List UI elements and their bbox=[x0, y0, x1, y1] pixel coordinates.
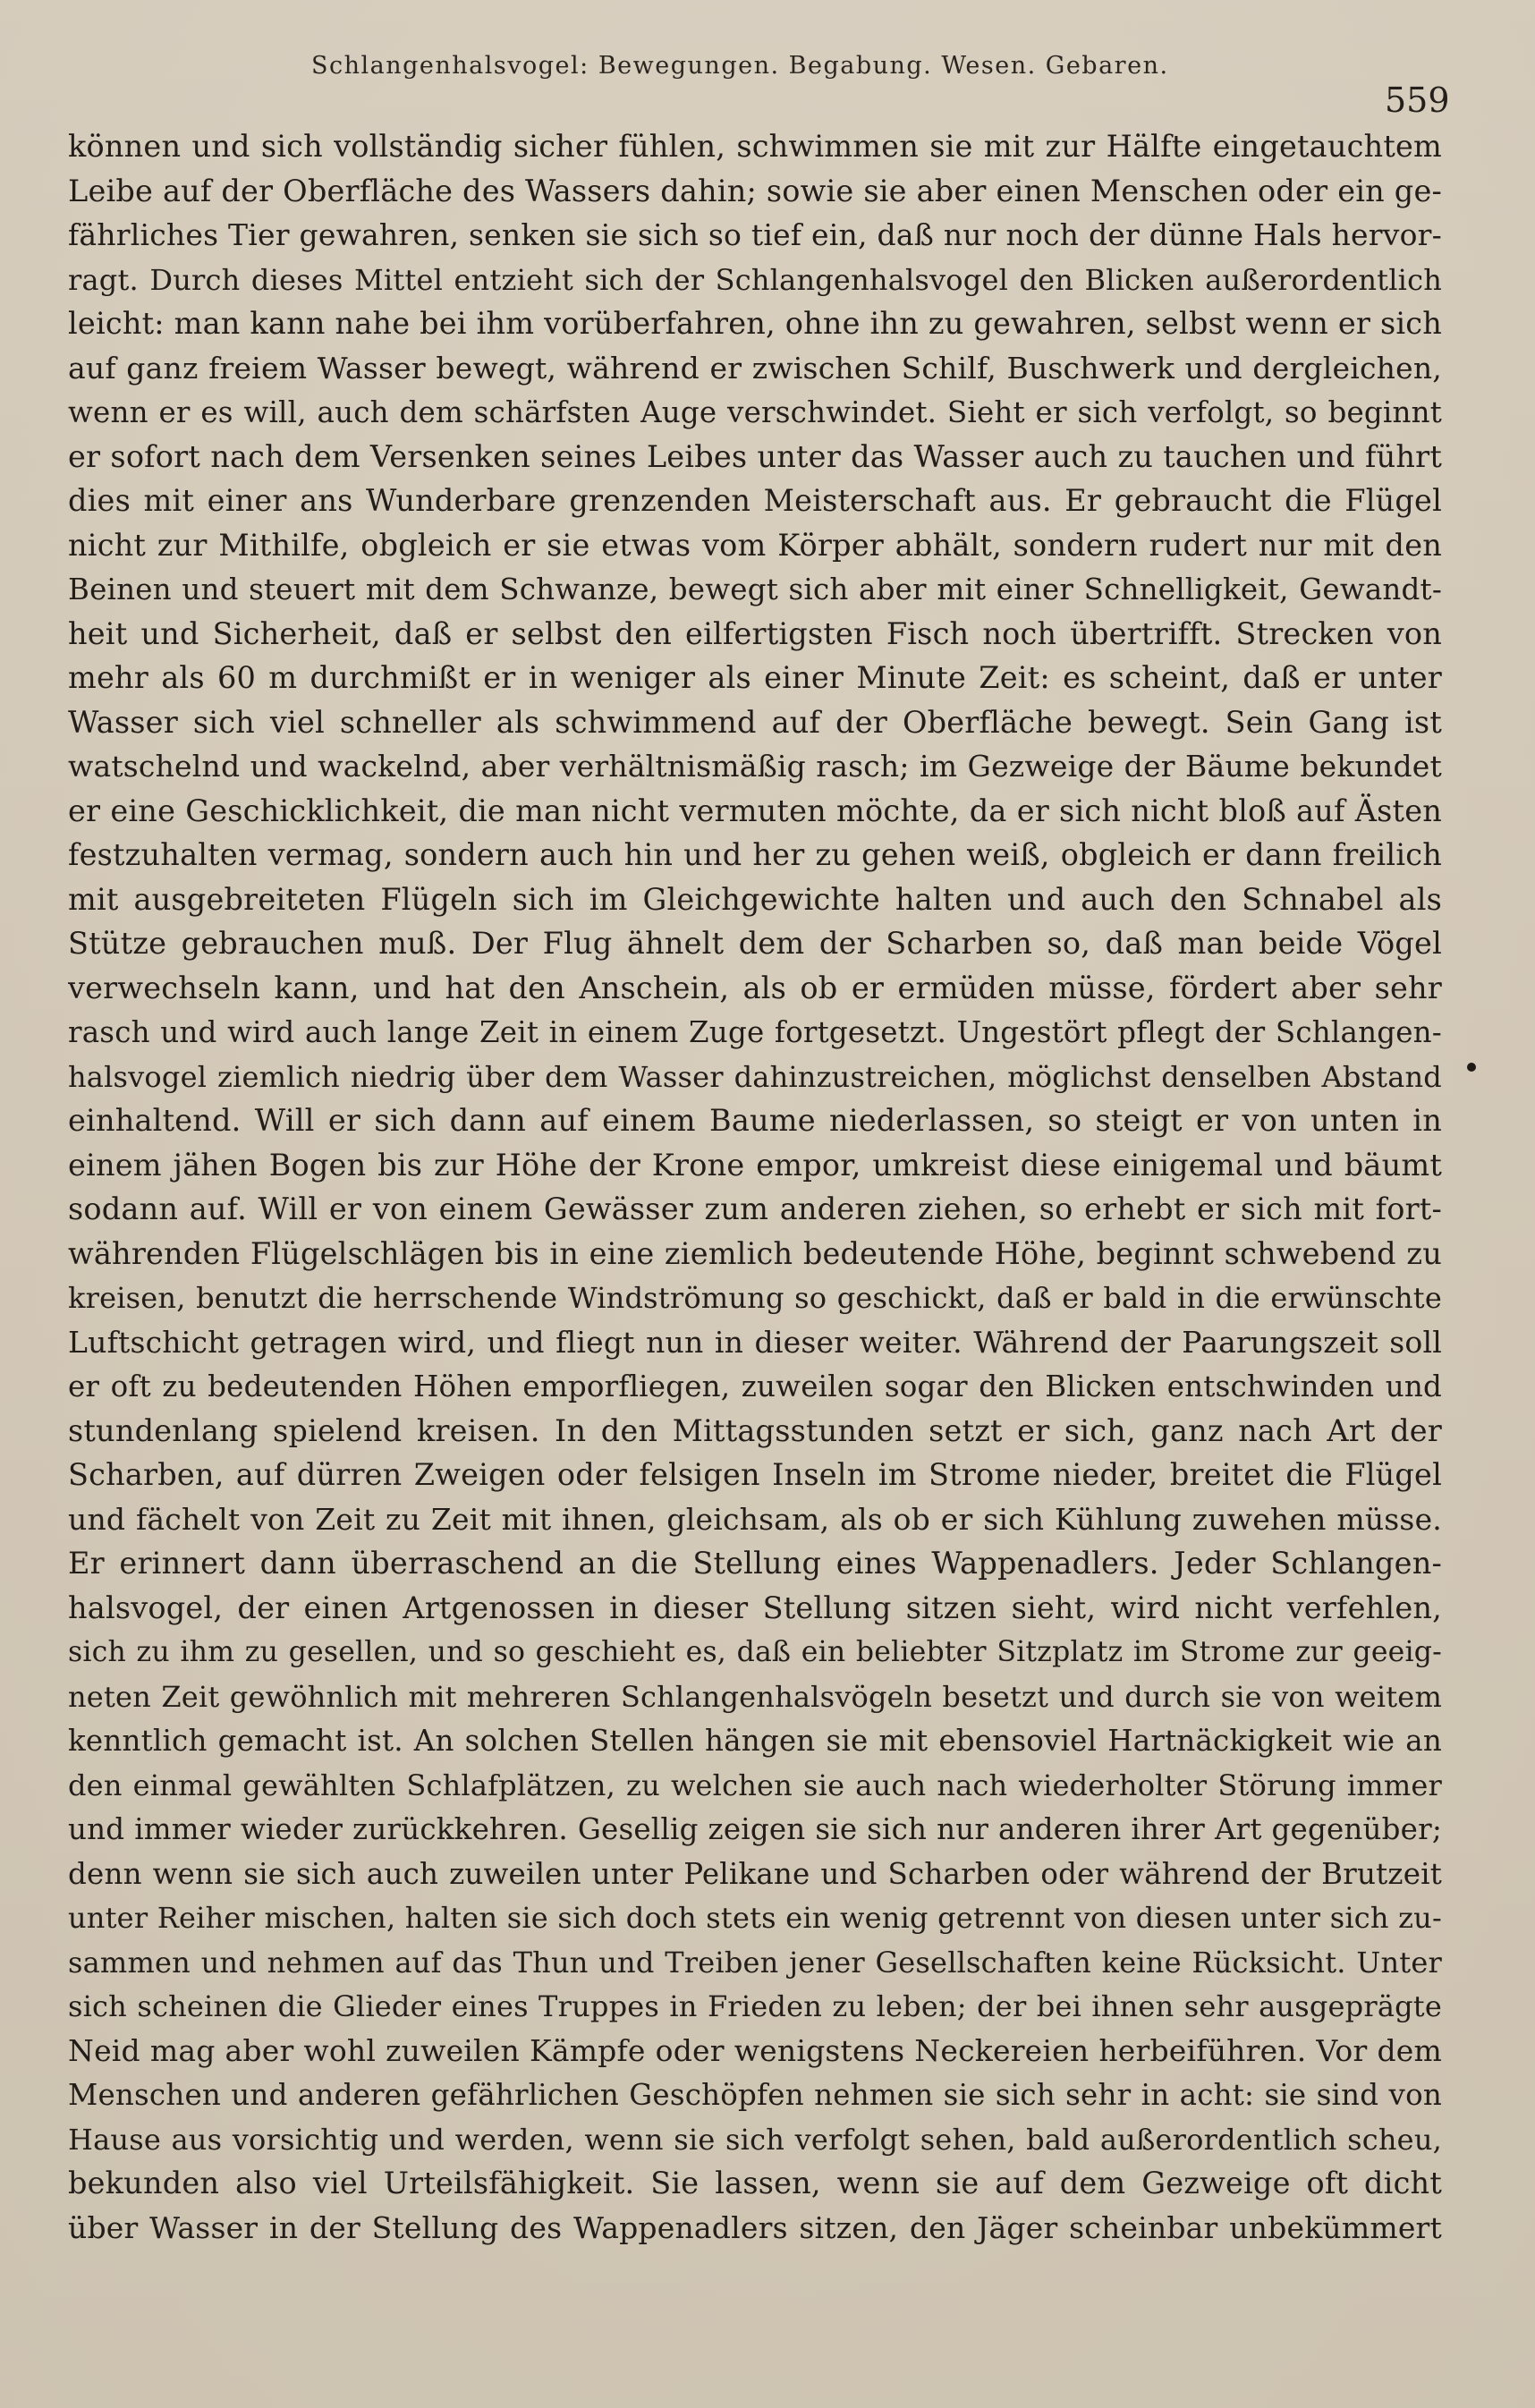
text-line: Stütze gebrauchen muß. Der Flug ähnelt dem der Scharben so, daß man beide Vögel bbox=[68, 926, 1442, 961]
margin-ink-dot bbox=[1467, 1063, 1476, 1072]
text-line: er sofort nach dem Versenken seines Leibes unter das Wasser auch zu tauchen und führt bbox=[68, 438, 1442, 474]
text-line: halsvogel, der einen Artgenossen in dieser Stellung sitzen sieht, wird nicht verfehlen, bbox=[68, 1590, 1442, 1625]
text-line: stundenlang spielend kreisen. In den Mittagsstunden setzt er sich, ganz nach Art der bbox=[68, 1412, 1442, 1448]
text-line: kreisen, benutzt die herrschende Windströmung so geschickt, daß er bald in die erwünschte bbox=[68, 1281, 1442, 1315]
text-line: er oft zu bedeutenden Höhen emporfliegen, zuweilen sogar den Blicken entschwinden und bbox=[68, 1369, 1442, 1403]
text-line: Leibe auf der Oberfläche des Wassers dahin; sowie sie aber einen Menschen oder ein ge- bbox=[68, 173, 1442, 208]
text-line: neten Zeit gewöhnlich mit mehreren Schlangenhalsvögeln besetzt und durch sie von weitem bbox=[68, 1679, 1442, 1714]
text-line: Er erinnert dann überraschend an die Stellung eines Wappenadlers. Jeder Schlangen- bbox=[68, 1546, 1442, 1581]
text-line: halsvogel ziemlich niedrig über dem Wasser dahinzustreichen, möglichst denselben Abstand bbox=[68, 1059, 1442, 1094]
text-line: mit ausgebreiteten Flügeln sich im Gleichgewichte halten und auch den Schnabel als bbox=[68, 881, 1442, 917]
text-line: verwechseln kann, und hat den Anschein, als ob er ermüden müsse, fördert aber sehr bbox=[68, 970, 1442, 1005]
text-line: watschelnd und wackelnd, aber verhältnismäßig rasch; im Gezweige der Bäume bekundet bbox=[68, 749, 1442, 784]
text-line: sodann auf. Will er von einem Gewässer zum anderen ziehen, so erhebt er sich mit fort- bbox=[68, 1191, 1442, 1226]
text-line: fährliches Tier gewahren, senken sie sich so tief ein, daß nur noch der dünne Hals hervor- bbox=[68, 217, 1442, 252]
text-line: und immer wieder zurückkehren. Gesellig zeigen sie sich nur anderen ihrer Art gegenüber; bbox=[68, 1812, 1442, 1846]
text-line: einhaltend. Will er sich dann auf einem Baume niederlassen, so steigt er von unten in bbox=[68, 1103, 1442, 1138]
text-line: und fächelt von Zeit zu Zeit mit ihnen, gleichsam, als ob er sich Kühlung zuwehen müsse. bbox=[68, 1501, 1442, 1537]
page-header bbox=[0, 0, 1535, 125]
text-line: leicht: man kann nahe bei ihm vorüberfahren, ohne ihn zu gewahren, selbst wenn er sich bbox=[68, 306, 1442, 341]
text-line: Wasser sich viel schneller als schwimmend auf der Oberfläche bewegt. Sein Gang ist bbox=[68, 704, 1442, 740]
text-line: können und sich vollständig sicher fühlen, schwimmen sie mit zur Hälfte eingetauchtem bbox=[68, 129, 1442, 164]
running-head: Schlangenhalsvogel: Bewegungen. Begabung. Wesen. Gebaren. bbox=[311, 52, 1169, 80]
text-line: sammen und nehmen auf das Thun und Treiben jener Gesellschaften keine Rücksicht. Unter bbox=[68, 1945, 1442, 1980]
text-line: festzuhalten vermag, sondern auch hin und her zu gehen weiß, obgleich er dann freilich bbox=[68, 837, 1442, 872]
text-line: mehr als 60 m durchmißt er in weniger als einer Minute Zeit: es scheint, daß er unter bbox=[68, 660, 1442, 695]
text-line: wenn er es will, auch dem schärfsten Auge verschwindet. Sieht er sich verfolgt, so beginnt bbox=[68, 395, 1442, 429]
text-line: den einmal gewählten Schlafplätzen, zu welchen sie auch nach wiederholter Störung immer bbox=[68, 1768, 1442, 1802]
text-line: Scharben, auf dürren Zweigen oder felsigen Inseln im Strome nieder, breitet die Flügel bbox=[68, 1457, 1442, 1492]
text-line: denn wenn sie sich auch zuweilen unter Pelikane und Scharben oder während der Brutzeit bbox=[68, 1856, 1442, 1891]
text-line: Hause aus vorsichtig und werden, wenn sie sich verfolgt sehen, bald außerordentlich scheu, bbox=[68, 2122, 1442, 2157]
page-number: 559 bbox=[1385, 81, 1450, 120]
text-line: unter Reiher mischen, halten sie sich doch stets ein wenig getrennt von diesen unter sich zu- bbox=[68, 1901, 1442, 1935]
text-line: sich scheinen die Glieder eines Truppes in Frieden zu leben; der bei ihnen sehr ausgeprägte bbox=[68, 1989, 1442, 2023]
text-line: Menschen und anderen gefährlichen Geschöpfen nehmen sie sich sehr in acht: sie sind von bbox=[68, 2078, 1442, 2112]
text-line: rasch und wird auch lange Zeit in einem Zuge fortgesetzt. Ungestört pflegt der Schlangen- bbox=[68, 1015, 1442, 1049]
text-line: kenntlich gemacht ist. An solchen Stellen hängen sie mit ebensoviel Hartnäckigkeit wie an bbox=[68, 1724, 1442, 1758]
text-line: dies mit einer ans Wunderbare grenzenden Meisterschaft aus. Er gebraucht die Flügel bbox=[68, 483, 1442, 518]
text-line: über Wasser in der Stellung des Wappenadlers sitzen, den Jäger scheinbar unbekümmert bbox=[68, 2209, 1442, 2245]
text-line: er eine Geschicklichkeit, die man nicht vermuten möchte, da er sich nicht bloß auf Ästen bbox=[68, 793, 1442, 828]
text-line: nicht zur Mithilfe, obgleich er sie etwas vom Körper abhält, sondern rudert nur mit den bbox=[68, 527, 1442, 563]
text-line: auf ganz freiem Wasser bewegt, während er zwischen Schilf, Buschwerk und dergleichen, bbox=[68, 350, 1442, 386]
text-line: sich zu ihm zu gesellen, und so geschieht es, daß ein beliebter Sitzplatz im Strome zur geeig- bbox=[68, 1636, 1442, 1668]
text-line: einem jähen Bogen bis zur Höhe der Krone empor, umkreist diese einigemal und bäumt bbox=[68, 1147, 1442, 1183]
text-line: währenden Flügelschlägen bis in eine ziemlich bedeutende Höhe, beginnt schwebend zu bbox=[68, 1235, 1442, 1271]
text-line: heit und Sicherheit, daß er selbst den eilfertigsten Fisch noch übertrifft. Strecken von bbox=[68, 615, 1442, 651]
text-line: Neid mag aber wohl zuweilen Kämpfe oder wenigstens Neckereien herbeiführen. Vor dem bbox=[68, 2032, 1442, 2068]
text-line: Beinen und steuert mit dem Schwanze, bewegt sich aber mit einer Schnelligkeit, Gewandt- bbox=[68, 572, 1442, 606]
text-line: bekunden also viel Urteilsfähigkeit. Sie lassen, wenn sie auf dem Gezweige oft dicht bbox=[68, 2166, 1442, 2200]
body-text bbox=[68, 125, 1442, 2379]
text-line: ragt. Durch dieses Mittel entzieht sich der Schlangenhalsvogel den Blicken außerordentlich bbox=[68, 262, 1442, 297]
text-line: Luftschicht getragen wird, und fliegt nun in dieser weiter. Während der Paarungszeit soll bbox=[68, 1324, 1442, 1360]
